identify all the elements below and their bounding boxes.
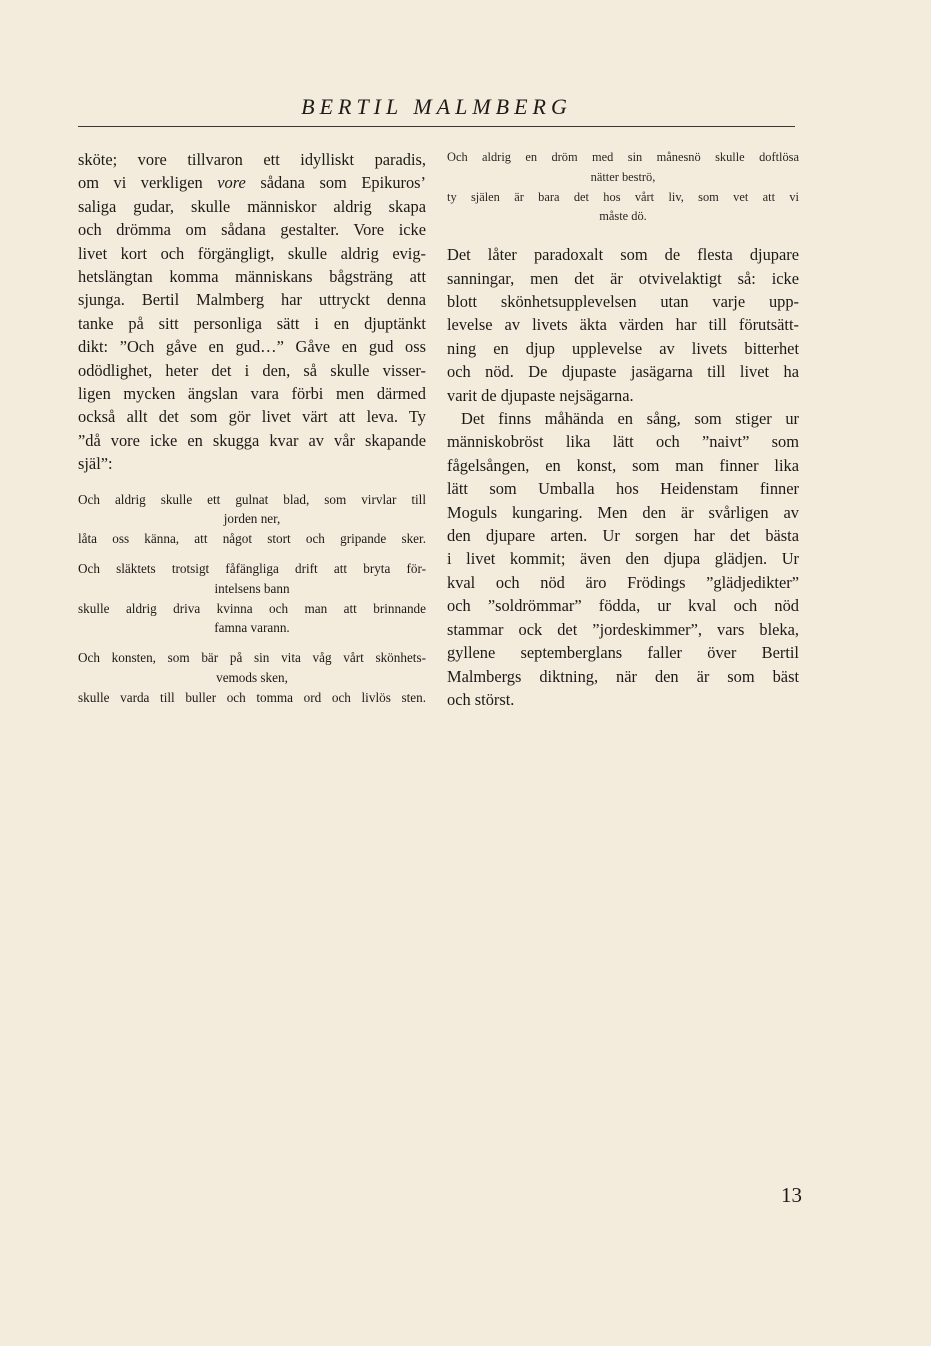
prose-line: lätt som Umballa hos Heidenstam finner (447, 479, 799, 499)
prose-line: fågelsången, en konst, som man finner lika (447, 455, 799, 475)
prose-line (78, 171, 426, 194)
verse-continuation: nätter beströ, (590, 169, 656, 184)
prose-line: i livet kommit; även den djupa glädjen. Ur (447, 549, 799, 569)
left-verse-stanza-1 (78, 490, 426, 549)
page-number: 13 (781, 1183, 802, 1207)
prose-line: Det finns måhända en sång, som stiger ur (461, 409, 799, 429)
prose-line: Malmbergs diktning, när den är som bäst (447, 666, 799, 686)
left-verse-stanza-2 (78, 559, 426, 638)
right-paragraph-1 (447, 243, 799, 407)
prose-line: människobröst lika lätt och ”naivt” som (447, 432, 799, 452)
left-column (78, 148, 426, 708)
prose-line: gyllene septemberglans faller över Bertil (447, 643, 799, 663)
prose-line: och ”soldrömmar” födda, ur kval och nöd (447, 596, 799, 616)
prose-line: sköte; vore tillvaron ett idylliskt paradis, (78, 150, 426, 169)
prose-line: ligen mycken ängslan vara förbi men därmed (78, 384, 426, 404)
prose-line: stammar ock det ”jordeskimmer”, vars bleka, (447, 619, 799, 639)
verse-line: ty själen är bara det hos vårt liv, som vet att vi (447, 189, 799, 204)
prose-line-part: sådana som Epikuros’ (245, 173, 427, 193)
verse-line: låta oss känna, att något stort och gripande sker. (78, 531, 426, 547)
prose-line: levelse av livets äkta värden har till förutsätt- (447, 315, 799, 335)
verse-continuation: intelsens bann (214, 580, 290, 596)
verse-line: Och släktets trotsigt fåfängliga drift att bryta för- (78, 561, 426, 577)
prose-line: sanningar, men det är otvivelaktigt så: icke (447, 268, 799, 288)
prose-line: och störst. (447, 689, 515, 709)
verse-line: Och konsten, som bär på sin vita våg vårt skönhets- (78, 650, 426, 666)
prose-line: själ”: (78, 454, 113, 474)
running-header: BERTIL MALMBERG (301, 94, 572, 119)
prose-line: sjunga. Bertil Malmberg har uttryckt denna (78, 290, 426, 310)
right-verse-stanza (447, 148, 799, 227)
prose-line: kval och nöd äro Frödings ”glädjedikter” (447, 572, 799, 592)
prose-line: och nöd. De djupaste jasägarna till livet ha (447, 362, 799, 382)
prose-line: varit de djupaste nejsägarna. (447, 385, 634, 405)
prose-line: odödlighet, heter det i den, så skulle visser- (78, 360, 426, 380)
prose-line: blott skönhetsupplevelsen utan varje upp- (447, 292, 799, 311)
verse-continuation: måste dö. (599, 209, 647, 224)
left-verse-stanza-3 (78, 648, 426, 707)
verse-continuation: jorden ner, (223, 511, 281, 527)
verse-line: skulle varda till buller och tomma ord och livlös sten. (78, 689, 426, 705)
verse-line: skulle aldrig driva kvinna och man att brinnande (78, 600, 426, 616)
prose-line: ning en djup upplevelse av livets bitterhet (447, 338, 799, 358)
emphasis-vore: vore (217, 173, 246, 193)
verse-line: Och aldrig en dröm med sin månesnö skulle doftlösa (447, 150, 799, 164)
prose-line: livet kort och förgängligt, skulle aldrig evig- (78, 243, 426, 263)
header-rule (78, 126, 795, 127)
verse-continuation: famna varann. (214, 620, 290, 636)
right-column (447, 148, 799, 711)
verse-line: Och aldrig skulle ett gulnat blad, som virvlar till (78, 491, 426, 507)
prose-line: Det låter paradoxalt som de flesta djupare (447, 245, 799, 265)
prose-line-part: om vi verkligen (78, 173, 218, 193)
prose-line: också allt det som gör livet värt att leva. Ty (78, 407, 426, 427)
prose-line: hetslängtan komma människans bågsträng att (78, 267, 426, 287)
prose-line: och drömma om sådana gestalter. Vore icke (78, 220, 426, 240)
prose-line: ”då vore icke en skugga kvar av vår skapande (78, 430, 426, 450)
left-prose (78, 148, 426, 476)
prose-line: den djupare arten. Ur sorgen har det bästa (447, 526, 799, 546)
prose-line: tanke på sitt personliga sätt i en djuptänkt (78, 313, 426, 333)
verse-continuation: vemods sken, (216, 670, 288, 686)
right-paragraph-2 (447, 407, 799, 711)
prose-line: saliga gudar, skulle människor aldrig skapa (78, 196, 426, 216)
prose-line: Moguls kungaring. Men den är svårligen av (447, 502, 799, 522)
prose-line: dikt: ”Och gåve en gud…” Gåve en gud oss (78, 337, 426, 357)
